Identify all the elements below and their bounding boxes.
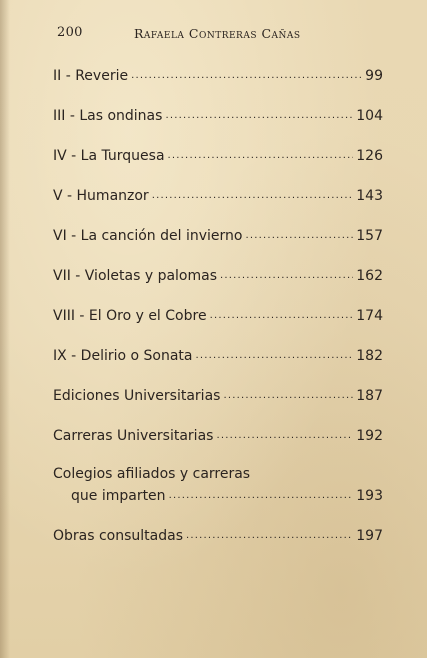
toc-entry-page: 192 <box>356 428 383 444</box>
toc-entry <box>53 184 383 204</box>
page-number: 200 <box>57 25 83 40</box>
dot-leader <box>223 391 353 401</box>
toc-entry <box>53 224 383 244</box>
toc-entry-title: Carreras Universitarias <box>53 428 214 444</box>
dot-leader <box>196 351 354 361</box>
page-header <box>57 25 387 45</box>
toc-entry-title: V - Humanzor <box>53 188 149 204</box>
toc-entry-title: Ediciones Universitarias <box>53 388 221 404</box>
toc-entry <box>53 304 383 324</box>
dot-leader <box>169 491 354 501</box>
toc-entry <box>53 344 383 364</box>
dot-leader <box>168 151 354 161</box>
dot-leader <box>245 231 353 241</box>
toc-entry <box>53 64 383 84</box>
dot-leader <box>186 531 353 541</box>
toc-entry-title: VI - La canción del invierno <box>53 228 243 244</box>
toc-entry-page: 187 <box>356 388 383 404</box>
dot-leader <box>220 271 353 281</box>
toc-entry-title: VIII - El Oro y el Cobre <box>53 308 207 324</box>
toc-entry-page: 197 <box>356 528 383 544</box>
toc-entry-page: 126 <box>356 148 383 164</box>
dot-leader <box>165 111 353 121</box>
toc-entry-second-line <box>53 484 383 504</box>
toc-entry <box>53 464 383 504</box>
dot-leader <box>216 431 353 441</box>
toc-entry-title: Obras consultadas <box>53 528 184 544</box>
toc-entry-page: 157 <box>356 228 383 244</box>
toc-entry-title-line2: que imparten <box>71 488 166 504</box>
toc-entry-page: 104 <box>356 108 383 124</box>
toc-entry-page: 162 <box>356 268 383 284</box>
dot-leader <box>131 71 362 81</box>
dot-leader <box>210 311 354 321</box>
toc-entry <box>53 264 383 284</box>
dot-leader <box>152 191 354 201</box>
table-of-contents <box>53 64 383 564</box>
toc-entry <box>53 384 383 404</box>
toc-entry <box>53 424 383 444</box>
toc-entry-page: 143 <box>356 188 383 204</box>
toc-entry-page: 193 <box>356 488 383 504</box>
toc-entry-title: IX - Delirio o Sonata <box>53 348 193 364</box>
toc-entry-title-line1: Colegios afiliados y carreras <box>53 466 251 482</box>
toc-entry <box>53 104 383 124</box>
toc-entry-title: II - Reverie <box>53 68 129 84</box>
toc-entry-title: VII - Violetas y palomas <box>53 268 217 284</box>
page-edge-shadow <box>0 0 10 658</box>
toc-entry-page: 99 <box>365 68 383 84</box>
toc-entry-title: III - Las ondinas <box>53 108 163 124</box>
toc-entry-page: 182 <box>356 348 383 364</box>
toc-entry-title: IV - La Turquesa <box>53 148 165 164</box>
toc-entry <box>53 524 383 544</box>
running-head: Rafaela Contreras Cañas <box>134 26 301 41</box>
toc-entry-page: 174 <box>356 308 383 324</box>
toc-entry <box>53 144 383 164</box>
